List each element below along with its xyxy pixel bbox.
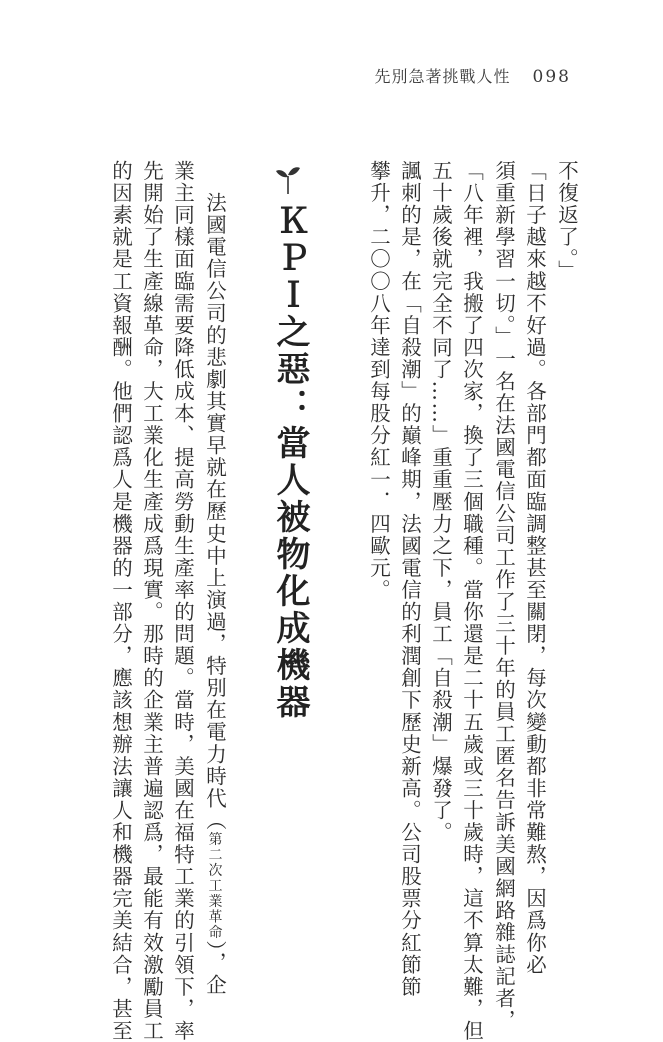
text-column-3: 須重新學習一切。」一名在法國電信公司工作了三十年的員工匿名告訴美國網路雜誌記者， [491,160,516,1032]
header-title: 先別急著挑戰人性 [374,67,511,86]
text-column-5: 五十歲後就完全不同了……」重重壓力之下，員工「自殺潮」爆發了。 [428,160,453,844]
inline-note: 第二次工業革命 [206,831,223,941]
sprout-icon [275,165,301,195]
text-column-6: 諷刺的是，在「自殺潮」的巔峰期，法國電信的利潤創下歷史新高。公司股票分紅節節 [397,160,422,998]
text-column-7: 攀升，二〇〇八年達到每股分紅一．四歐元。 [366,160,391,601]
text-column-10: 先開始了生產線革命，大工業化生產成爲現實。那時的企業主普遍認爲，最能有效激勵員工 [139,160,164,1042]
text-column-4: 「八年裡，我搬了四次家，換了三個職種。當你還是二十五歲或三十歲時，這不算太難，但 [459,160,484,1042]
text-column-2: 「日子越來越不好過。各部門都面臨調整甚至關閉，每次變動都非常難熬，因爲你必 [522,160,547,976]
running-header [375,64,571,87]
text-column-11: 的因素就是工資報酬。他們認爲人是機器的一部分，應該想辦法讓人和機器完美結合，甚至 [108,160,133,1042]
text-column-9: 業主同樣面臨需要降低成本、提高勞動生產率的問題。當時，美國在福特工業的引領下，率 [170,160,195,1042]
text-column-1: 不復返了。」 [554,160,579,283]
page-number: 098 [532,67,571,87]
text-column-8: 法國電信公司的悲劇其實早就在歷史中上演過，特別在電力時代（第二次工業革命），企 [202,192,227,997]
section-heading: ＫＰＩ之惡：當人被物化成機器 [270,203,310,721]
